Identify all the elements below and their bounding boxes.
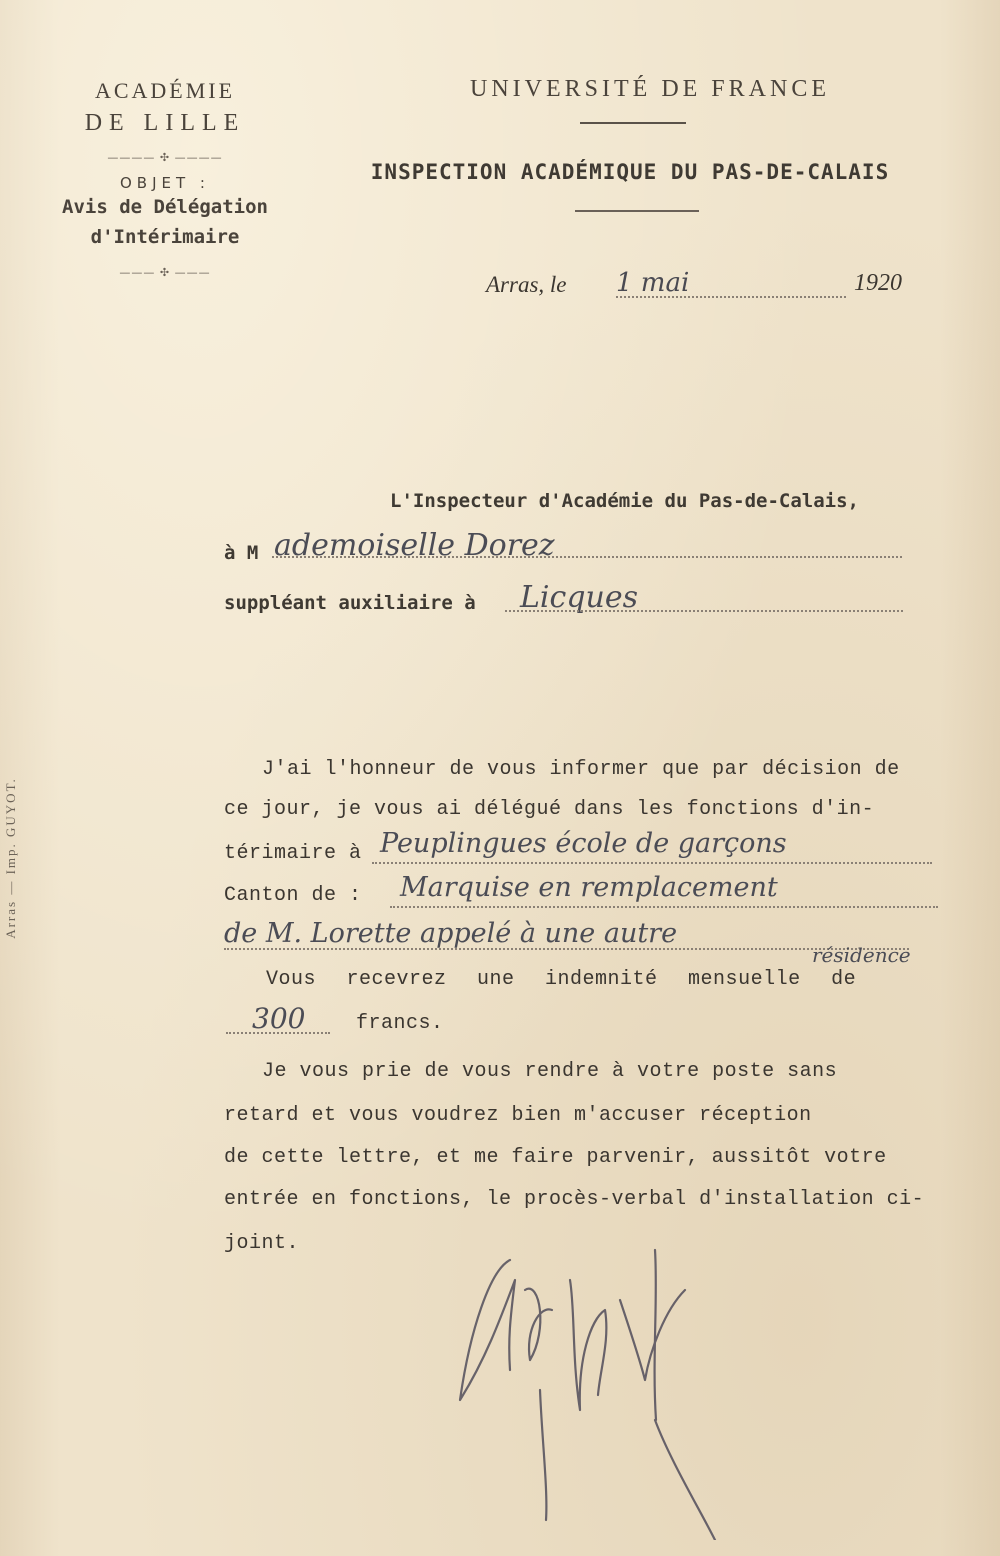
header-rule-2	[575, 210, 699, 212]
body-p3-line-3: de cette lettre, et me faire parvenir, aussitôt votre	[224, 1146, 887, 1169]
indemnite-line: Vous recevrez une indemnité mensuelle de	[266, 968, 857, 991]
suppleant-label: suppléant auxiliaire à	[224, 592, 476, 614]
inspection-title: INSPECTION ACADÉMIQUE DU PAS-DE-CALAIS	[370, 160, 890, 184]
body-p3-line-4: entrée en fonctions, le procès-verbal d'installation ci-	[224, 1188, 925, 1211]
objet-label: OBJET :	[120, 174, 210, 192]
recipient-prefix: à M	[224, 542, 259, 564]
amount-handwritten: 300	[252, 1002, 306, 1035]
academie-line1: ACADÉMIE	[94, 78, 236, 103]
body-line-1: J'ai l'honneur de vous informer que par décision de	[262, 758, 900, 781]
canton-label: Canton de :	[224, 884, 362, 907]
date-year: 1920	[854, 270, 902, 296]
printer-mark	[2, 760, 40, 960]
amount-dotted-line	[226, 1032, 330, 1034]
interimaire-label: térimaire à	[224, 842, 362, 865]
francs-label: francs.	[356, 1012, 444, 1035]
header-rule	[580, 122, 686, 124]
interimaire-dotted-line	[372, 862, 932, 864]
date-handwritten: 1 mai	[616, 268, 690, 298]
ornament-divider: ———— ✣ ————	[107, 151, 223, 164]
replacement-line-b: résidence	[812, 943, 911, 967]
ornament-divider-2: ——— ✣ ———	[119, 266, 211, 279]
interimaire-school: Peuplingues école de garçons	[380, 828, 787, 859]
recipient-dotted-line	[272, 556, 902, 558]
date-dotted-line	[616, 296, 846, 298]
universite-title: UNIVERSITÉ DE FRANCE	[470, 76, 830, 102]
academie-line2: DE LILLE	[84, 110, 246, 136]
printer-mark-text: Arras — Imp. GUYOT.	[2, 777, 18, 939]
signature-drawing	[430, 1210, 730, 1540]
inspecteur-line: L'Inspecteur d'Académie du Pas-de-Calais,	[390, 490, 859, 512]
suppleant-dotted-line	[505, 610, 903, 612]
academie-block	[30, 78, 300, 289]
canton-value: Marquise en remplacement	[400, 872, 778, 903]
recipient-name: ademoiselle Dorez	[274, 528, 555, 563]
body-p3-line-2: retard et vous voudrez bien m'accuser réception	[224, 1104, 812, 1127]
replacement-dotted-line	[224, 948, 909, 950]
body-p3-line-5: joint.	[224, 1232, 300, 1255]
objet-line2: d'Intérimaire	[90, 226, 240, 248]
body-line-2: ce jour, je vous ai délégué dans les fonctions d'in-	[224, 798, 875, 821]
canton-dotted-line	[390, 906, 938, 908]
suppleant-town: Licques	[520, 580, 638, 615]
date-line	[486, 268, 936, 308]
body-p3-line-1: Je vous prie de vous rendre à votre poste sans	[262, 1060, 838, 1083]
replacement-line: de M. Lorette appelé à une autre	[224, 918, 678, 949]
objet-line1: Avis de Délégation	[62, 196, 268, 218]
date-label: Arras, le	[486, 272, 567, 297]
